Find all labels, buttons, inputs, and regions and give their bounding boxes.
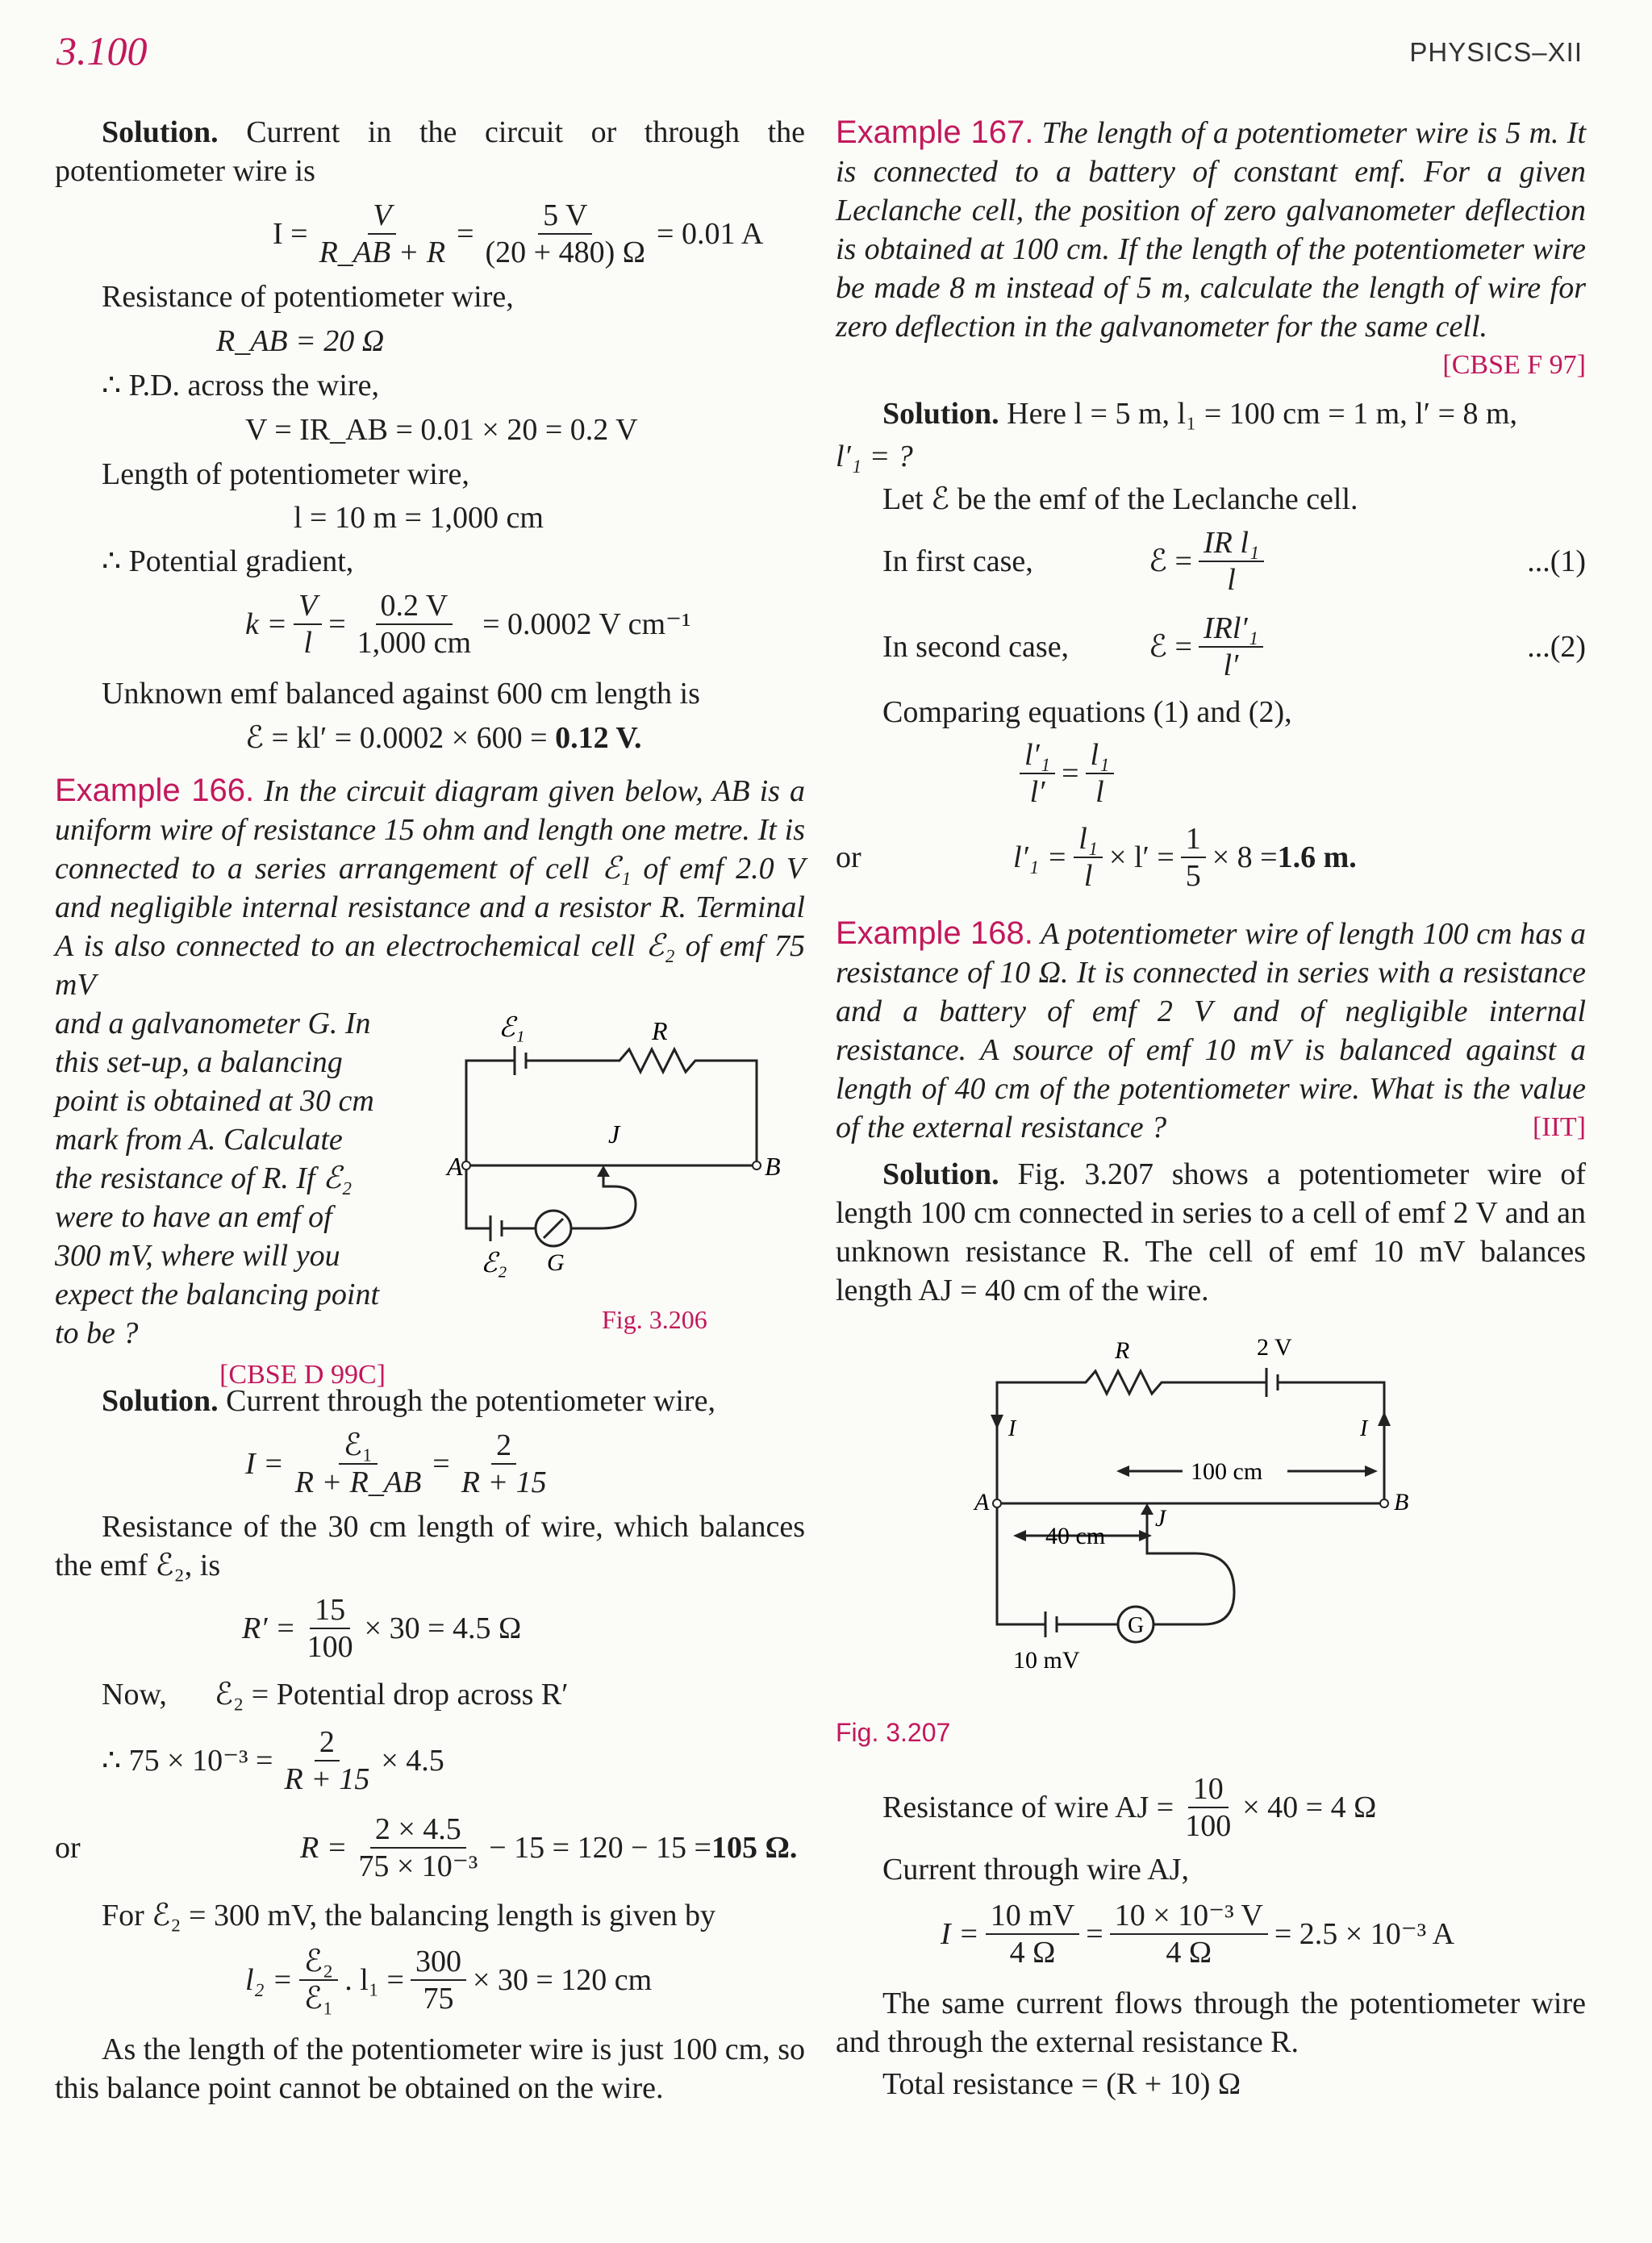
equation-gradient: k = $\frac{V}{l}$ = $\frac{0.2 V}{1,000 cm}$ = 0.0002 V cm⁻¹ [245,589,691,660]
equation-res-aj: Resistance of wire AJ = $\frac{10}{100}$ × 40 = 4 Ω [882,1772,1377,1843]
equation-l2: l₂ = $\frac{\text{ℰ₂}}{\text{ℰ₁}}$ . l₁ = $\frac{300}{75}$ × 30 = 120 cm [245,1945,653,2016]
example-166-source: [CBSE D 99C] [219,1360,386,1390]
label-j: J [1155,1505,1166,1532]
label-i-right: I [1360,1416,1368,1441]
res-wire-eq: R_AB = 20 Ω [216,324,385,358]
label-a: A [447,1152,463,1181]
total-resistance: Total resistance = (R + 10) Ω [882,2067,1241,2101]
eq-result: = 0.01 A [657,217,764,251]
example-167: Example 167. The length of a potentiometer wire is 5 m. It is connected to a battery of constant emf. For a given Leclanche cell, the position of zero galvanometer deflection is obtained at 100 cm. If the length of the potentiometer wire be made 8 m instead of 5 m, calculate the length of wire for zero deflection in the galvanometer for the same cell. [836,115,1587,344]
fraction: $\frac{V}{R\_AB + R}$ [319,198,446,269]
pd-eq: V = IR_AB = 0.01 × 20 = 0.2 V [245,413,638,447]
running-title: PHYSICS–XII [1409,37,1583,67]
eq-result: = 0.0002 V cm⁻¹ [482,607,691,641]
example-166: Example 166. In the circuit diagram given below, AB is a uniform wire of resistance 15 ohm and length one metre. It is connected to a series arrangement of cell ℰ₁ of emf 2.0 V and negligible internal resistance and a resistor R. Terminal A is also connected to an electrochemical cell ℰ₂ of emf 75 mV [55,773,805,1002]
unknown-text: Unknown emf balanced against 600 cm length is [102,677,700,711]
equation-75: ∴ 75 × 10⁻³ = $\frac{2}{R + 15}$ × 4.5 [102,1725,444,1796]
label-i-left: I [1008,1416,1016,1441]
solution-3-intro: Solution. Here l = 5 m, l₁ = 100 cm = 1 m, l′ = 8 m, [882,397,1518,431]
equation-second-case: In second case, ℰ = $\frac{\text{IRl′₁}}{l'}$ ...(2) [882,611,1586,682]
label-40cm: 40 cm [1045,1523,1106,1549]
solution-4-intro: Solution. Fig. 3.207 shows a potentiometer wire of length 100 cm connected in series to a cell of emf 2 V and an unknown resistance R. The cell of emf 10 mV balances length AJ = 40 cm of the wire. [836,1157,1586,1307]
let-text: Let ℰ be the emf of the Leclanche cell. [882,482,1358,516]
example-168: Example 168. A potentiometer wire of length 100 cm has a resistance of 10 Ω. It is connected in series with a resistance and a battery of emf 2 V and of negligible internal resistance. A source of emf 10 mV is balanced against a length of 40 cm of the potentiometer wire. What is the value of the external resistance ? [836,915,1587,1144]
solution-3-line2: l′₁ = ? [836,440,913,473]
len-eq: l = 10 m = 1,000 cm [294,501,544,535]
equation-first-case: In first case, ℰ = $\frac{\text{IR l₁}}{l}$ ...(1) [882,526,1586,597]
len-label: Length of potentiometer wire, [102,457,469,491]
example-168-source: [IIT] [1532,1112,1586,1142]
label-j: J [608,1119,620,1149]
equation-r-result: or R = $\frac{2 \times 4.5}{\text{75 × 10⁻³}}$ − 15 = 120 − 15 = 105 Ω. [55,1812,798,1883]
right-column [836,113,1586,2103]
for-text: For ℰ₂ = 300 mV, the balancing length is given by [102,1899,715,1932]
current-label: Current through wire AJ, [882,1853,1189,1887]
solution-text: Current in the circuit or through the potentiometer wire is [55,115,805,188]
example-166-with-figure [55,1004,805,1390]
equation-current-2: I = $\frac{\text{ℰ₁}}{R + R\_AB}$ = $\frac{2}{R + 15}$ [245,1428,547,1499]
eq-lhs: I = [273,217,308,251]
left-column [55,113,805,2108]
figure-3-207-block [836,1310,1586,1761]
equation-l1-prime: or l′₁ = $\frac{\text{l₁}}{l}$ × l′ = $\frac{1}{5}$ × 8 = 1.6 m. [836,822,1357,893]
example-167-source: [CBSE F 97] [1442,350,1586,380]
figure-caption: Fig. 3.206 [602,1305,707,1334]
unknown-eq: ℰ = kl′ = 0.0002 × 600 = 0.12 V. [245,721,642,755]
label-10mv: 10 mV [1013,1647,1080,1674]
res30-text: Resistance of the 30 cm length of wire, which balances the emf ℰ₂, is [55,1510,805,1582]
label-a: A [974,1489,990,1515]
label-b: B [1394,1489,1409,1515]
example-166-cont: and a galvanometer G. In this set-up, a balancing point is obtained at 30 cm mark from A. Calculate the resistance of R. If ℰ₂ were to have an emf of 300 mV, where will you expect the balancing point to be ? [55,1007,380,1350]
solution-2-intro: Solution. Current through the potentiometer wire, [102,1384,715,1418]
label-e1: ℰ₁ [499,1013,525,1043]
grad-label: ∴ Potential gradient, [102,544,354,578]
circuit-figure-3-207 [965,1334,1481,1689]
pd-label: ∴ P.D. across the wire, [102,369,379,402]
label-r: R [1115,1337,1130,1364]
label-2v: 2 V [1257,1334,1292,1361]
fraction: $\frac{V}{l}$ [294,588,322,661]
label-b: B [765,1152,781,1181]
label-e2: ℰ₂ [481,1249,507,1278]
equation-compare: $\frac{\text{l′₁}}{l'}$ = $\frac{\text{l₁}}{l}$ [1013,732,1586,815]
final-text: As the length of the potentiometer wire is just 100 cm, so this balance point cannot be obtained on the wire. [55,2032,805,2105]
compare-text: Comparing equations (1) and (2), [882,695,1292,729]
circuit-figure-3-206 [402,1004,853,1343]
solution-label: Solution. [102,115,219,149]
example-label: Example 166. [55,773,255,808]
label-r: R [652,1016,668,1045]
label-g: G [547,1249,565,1276]
equation-current: I = $\frac{V}{R\_AB + R}$ = $\frac{5 V}{(20 + 480) \Omega}$ = 0.01 A [273,198,764,269]
res-wire-label: Resistance of potentiometer wire, [102,280,514,314]
label-g: G [1128,1613,1145,1638]
page-number: 3.100 [56,28,148,73]
label-100cm: 100 cm [1191,1458,1263,1485]
now-line: Now, ℰ₂ = Potential drop across R′ [102,1678,569,1711]
equation-r-prime: R′ = $\frac{15}{100}$ × 30 = 4.5 Ω [242,1593,522,1664]
figure-caption: Fig. 3.207 [836,1718,951,1747]
equation-current-3: I = $\frac{10 mV}{4 \Omega}$ = $\frac{\text{10 × 10⁻³ V}}{4 \Omega}$ = 2.5 × 10⁻³ A [941,1899,1455,1970]
solution-1-intro [55,113,805,190]
same-current-text: The same current flows through the potentiometer wire and through the external resistance R. [836,1987,1586,2059]
fraction: $\frac{5 V}{(20 + 480) \Omega}$ [485,198,646,269]
fraction: $\frac{0.2 V}{1,000 cm}$ [357,589,472,660]
